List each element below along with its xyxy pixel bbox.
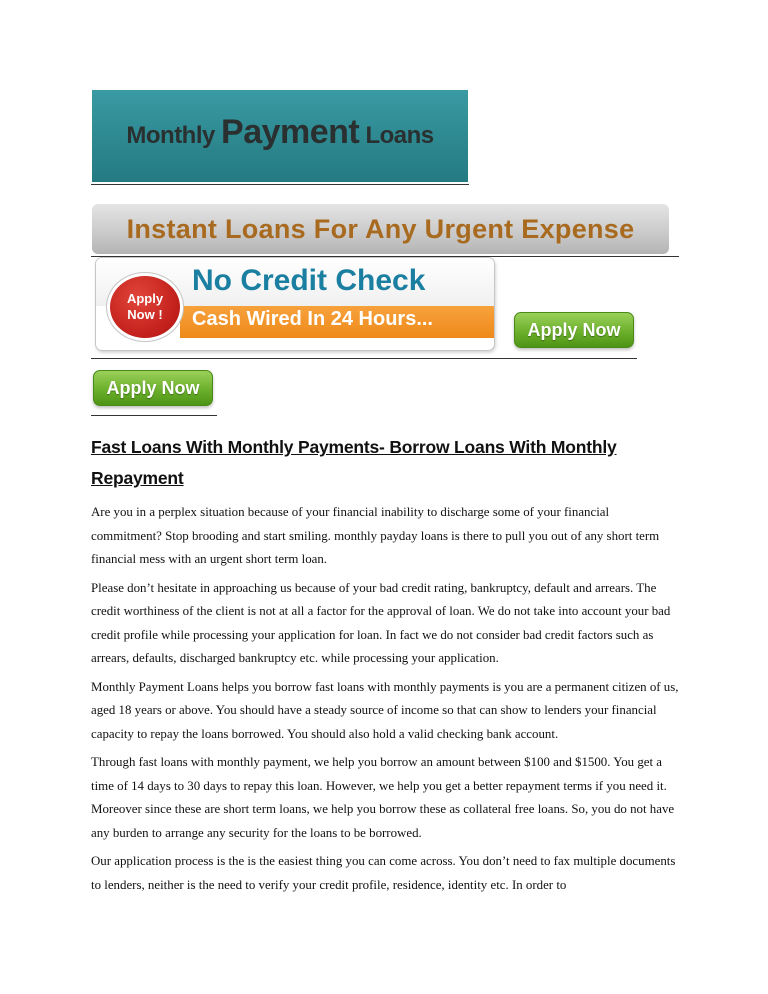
divider-logo xyxy=(91,184,469,185)
paragraph-5: Our application process is the is the easiest thing you can come across. You don’t need to fax multiple documents to lenders, neither is the need to verify your credit profile, residence, identity etc. In order to xyxy=(91,854,676,892)
apply-now-badge[interactable] xyxy=(110,276,180,338)
cash-wired-subline: Cash Wired In 24 Hours... xyxy=(192,308,433,330)
no-credit-check-banner[interactable] xyxy=(96,258,494,350)
instant-loans-text: Instant Loans For Any Urgent Expense xyxy=(126,213,635,244)
divider-credit xyxy=(91,358,637,359)
divider-apply xyxy=(91,415,217,416)
no-credit-check-headline: No Credit Check xyxy=(192,264,426,297)
instant-loans-banner[interactable] xyxy=(92,204,669,254)
divider-instant xyxy=(91,256,679,257)
apply-now-button-right[interactable]: Apply Now xyxy=(514,312,634,348)
badge-line-2: Now ! xyxy=(127,307,163,322)
logo-word-payment: Payment xyxy=(221,112,360,151)
paragraph-2: Please don’t hesitate in approaching us because of your bad credit rating, bankruptcy, default and arrears. The credit worthiness of the client is not at all a factor for the approval of loan. We do not take into account your bad credit profile while processing your application for loan. In fact we do not consider bad credit factors such as arrears, defaults, discharged bankruptcy etc. while processing your application. xyxy=(91,580,671,665)
badge-line-1: Apply xyxy=(126,290,164,306)
article-body xyxy=(91,501,681,902)
article-title: Fast Loans With Monthly Payments- Borrow Loans With Monthly Repayment xyxy=(91,437,617,488)
paragraph-4: Through fast loans with monthly payment, we help you borrow an amount between $100 and $1500. You get a time of 14 days to 30 days to repay this loan. However, we help you get a better repayment terms if you need it. Moreover since these are short term loans, we help you borrow these as collateral free loans. So, you do not have any burden to arrange any security for the loans to be borrowed. xyxy=(91,755,675,840)
logo-word-loans: Loans xyxy=(365,121,434,149)
apply-now-button-left[interactable]: Apply Now xyxy=(93,370,213,406)
logo-text xyxy=(126,113,433,152)
paragraph-1: Are you in a perplex situation because of your financial inability to discharge some of your financial commitment? Stop brooding and start smiling. monthly payday loans is there to pull you out of any short term financial mess with an urgent short term loan. xyxy=(91,505,660,566)
paragraph-3: Monthly Payment Loans helps you borrow fast loans with monthly payments is you are a permanent citizen of us, aged 18 years or above. You should have a steady source of income so that can show to lenders your financial capacity to repay the loans borrowed. You should also hold a valid checking bank account. xyxy=(91,679,679,741)
monthly-payment-loans-logo-banner[interactable] xyxy=(92,90,468,182)
logo-word-monthly: Monthly xyxy=(126,121,215,149)
